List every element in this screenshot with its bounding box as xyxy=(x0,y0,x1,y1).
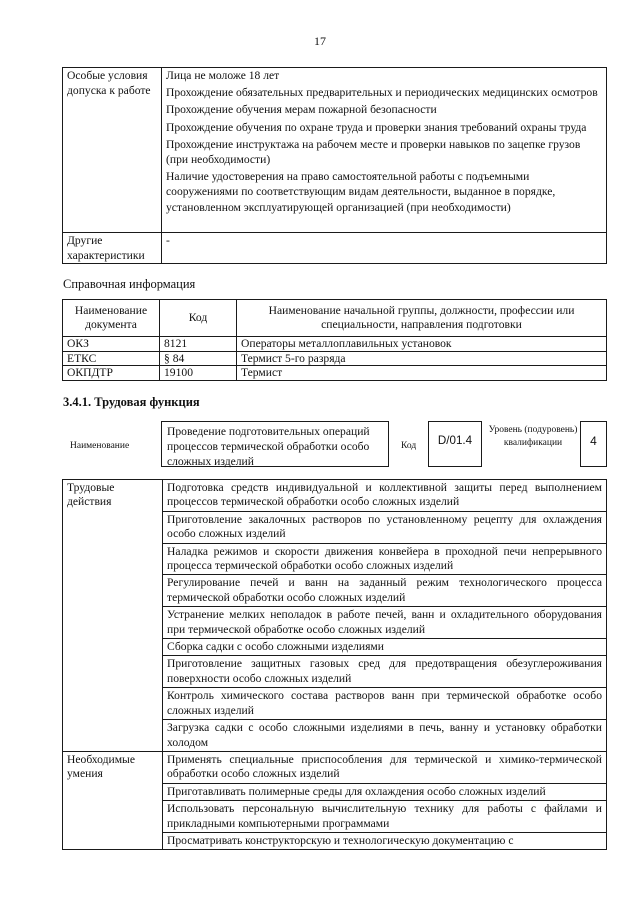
condition-line: Наличие удостоверения на право самостоятельной работы с подъемными сооружениями по соответствующим видам деятельности, выданное в порядке, установленном эксплуатирующей организацией (при необходимости) xyxy=(166,170,556,214)
cell-name: Операторы металлоплавильных установок xyxy=(237,337,607,352)
table-row xyxy=(63,337,607,352)
admission-conditions-table xyxy=(62,67,607,264)
reference-table xyxy=(62,299,607,381)
cell-document: ОКЗ xyxy=(63,337,160,352)
row-label: Особые условия допуска к работе xyxy=(63,68,162,233)
action-item: Устранение мелких неполадок в работе печей, ванн и охладительного оборудования при термической обработке особо сложных изделий xyxy=(163,607,607,639)
skill-item: Просматривать конструкторскую и технологическую документацию с xyxy=(163,832,607,849)
function-code-label: Код xyxy=(401,441,417,451)
table-row xyxy=(63,366,607,381)
function-name-label: Наименование xyxy=(70,441,130,451)
action-item: Приготовление закалочных растворов по установленному рецепту для охлаждения особо сложных изделий xyxy=(163,511,607,543)
action-item: Приготовление защитных газовых сред для предотвращения обезуглероживания поверхности особо сложных изделий xyxy=(163,656,607,688)
cell-code: 8121 xyxy=(160,337,237,352)
cell-document: ОКПДТР xyxy=(63,366,160,381)
condition-line: Прохождение обучения мерам пожарной безопасности xyxy=(166,103,437,117)
function-level-label: Уровень (подуровень) квалификации xyxy=(488,425,578,448)
labor-actions-table xyxy=(62,479,607,850)
action-item: Сборка садки с особо сложными изделиями xyxy=(163,639,607,656)
reference-title: Справочная информация xyxy=(63,277,196,291)
cell-document: ЕТКС xyxy=(63,351,160,366)
table-row xyxy=(63,351,607,366)
skills-label: Необходимые умения xyxy=(63,751,163,849)
header-code: Код xyxy=(160,300,237,337)
cell-code: 19100 xyxy=(160,366,237,381)
action-item: Подготовка средств индивидуальной и коллективной защиты перед выполнением процессов термической обработки особо сложных изделий xyxy=(163,480,607,512)
skill-item: Применять специальные приспособления для термической и химико-термической обработки особо сложных изделий xyxy=(163,751,607,783)
table-row xyxy=(63,68,607,233)
table-header-row xyxy=(63,300,607,337)
action-item: Контроль химического состава растворов ванн при термической обработке особо сложных изделий xyxy=(163,688,607,720)
function-code-value: D/01.4 xyxy=(428,421,482,467)
condition-line: Прохождение инструктажа на рабочем месте и проверки навыков по зацепке грузов (при необходимости) xyxy=(166,137,581,167)
action-item: Наладка режимов и скорости движения конвейера в проходной печи непрерывного процесса термической обработки особо сложных изделий xyxy=(163,543,607,575)
function-title: 3.4.1. Трудовая функция xyxy=(63,395,200,409)
condition-line: Прохождение обучения по охране труда и проверки знания требований охраны труда xyxy=(166,120,587,134)
condition-line: Прохождение обязательных предварительных и периодических медицинских осмотров xyxy=(166,86,598,100)
skill-item: Использовать персональную вычислительную технику для работы с файлами и прикладными компьютерными программами xyxy=(163,801,607,833)
cell-name: Термист xyxy=(237,366,607,381)
table-row xyxy=(63,751,607,783)
skill-item: Приготавливать полимерные среды для охлаждения особо сложных изделий xyxy=(163,783,607,800)
row-content xyxy=(162,68,607,233)
table-row xyxy=(63,480,607,512)
action-item: Регулирование печей и ванн на заданный режим технологического процесса термической обработки особо сложных изделий xyxy=(163,575,607,607)
header-group-name: Наименование начальной группы, должности, профессии или специальности, направления подготовки xyxy=(237,300,607,337)
action-item: Загрузка садки с особо сложными изделиями в печь, ванну и установку обработки холодом xyxy=(163,720,607,752)
header-document-name: Наименование документа xyxy=(63,300,160,337)
cell-code: § 84 xyxy=(160,351,237,366)
condition-line: Лица не моложе 18 лет xyxy=(166,69,280,82)
page-number: 17 xyxy=(314,34,326,48)
function-level-value: 4 xyxy=(580,421,607,467)
cell-name: Термист 5-го разряда xyxy=(237,351,607,366)
row-content: - xyxy=(162,233,607,264)
function-name-value: Проведение подготовительных операций процессов термической обработки особо сложных изделий xyxy=(161,421,389,467)
table-row xyxy=(63,233,607,264)
row-label: Другие характеристики xyxy=(63,233,162,264)
actions-label: Трудовые действия xyxy=(63,480,163,752)
